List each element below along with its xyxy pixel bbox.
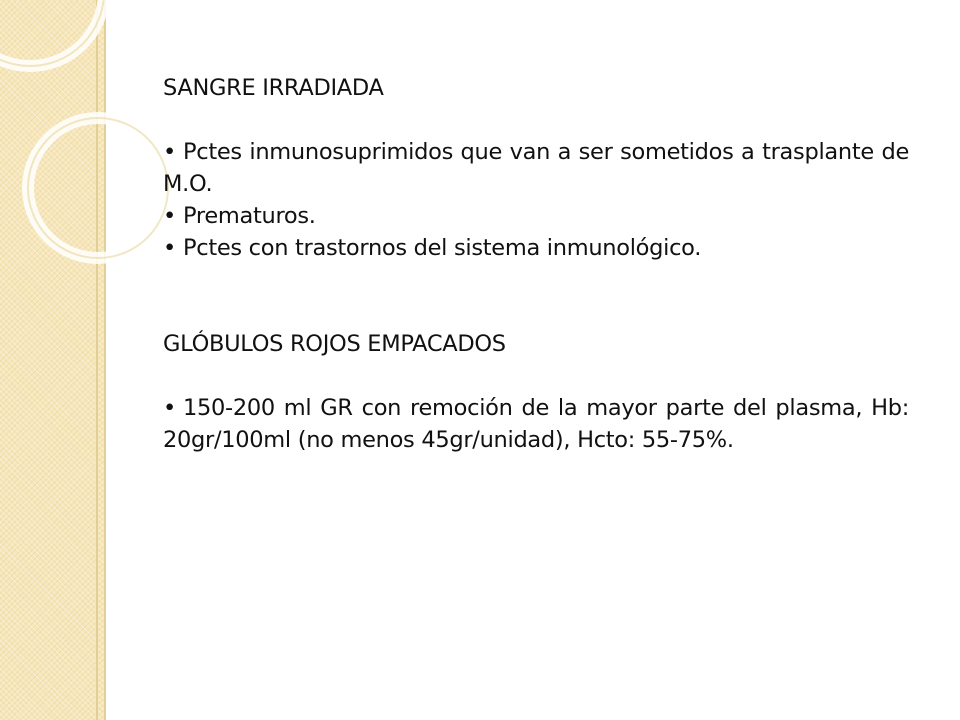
bullet-text: Pctes inmunosuprimidos que van a ser sometidos a trasplante de M.O. (163, 139, 909, 197)
bullet-item (163, 200, 909, 232)
bullet-text: 150-200 ml GR con remoción de la mayor parte del plasma, Hb: 20gr/100ml (no menos 45gr/unidad), Hcto: 55-75%. (163, 395, 909, 453)
bullet-text: Pctes con trastornos del sistema inmunológico. (183, 235, 702, 261)
bullet-item (163, 392, 909, 456)
section-title-globulos-rojos: GLÓBULOS ROJOS EMPACADOS (163, 331, 506, 357)
bullet-icon: • (163, 395, 176, 421)
bullet-icon: • (163, 235, 176, 261)
decorative-circles (0, 0, 170, 330)
section-title-sangre-irradiada: SANGRE IRRADIADA (163, 75, 384, 101)
slide-content (163, 72, 909, 456)
bullet-item (163, 232, 909, 264)
bullet-icon: • (163, 139, 176, 165)
decorative-ring (0, 0, 104, 66)
decorative-ring (28, 118, 168, 258)
bullet-text: Prematuros. (183, 203, 316, 229)
bullet-item (163, 136, 909, 200)
bullet-icon: • (163, 203, 176, 229)
